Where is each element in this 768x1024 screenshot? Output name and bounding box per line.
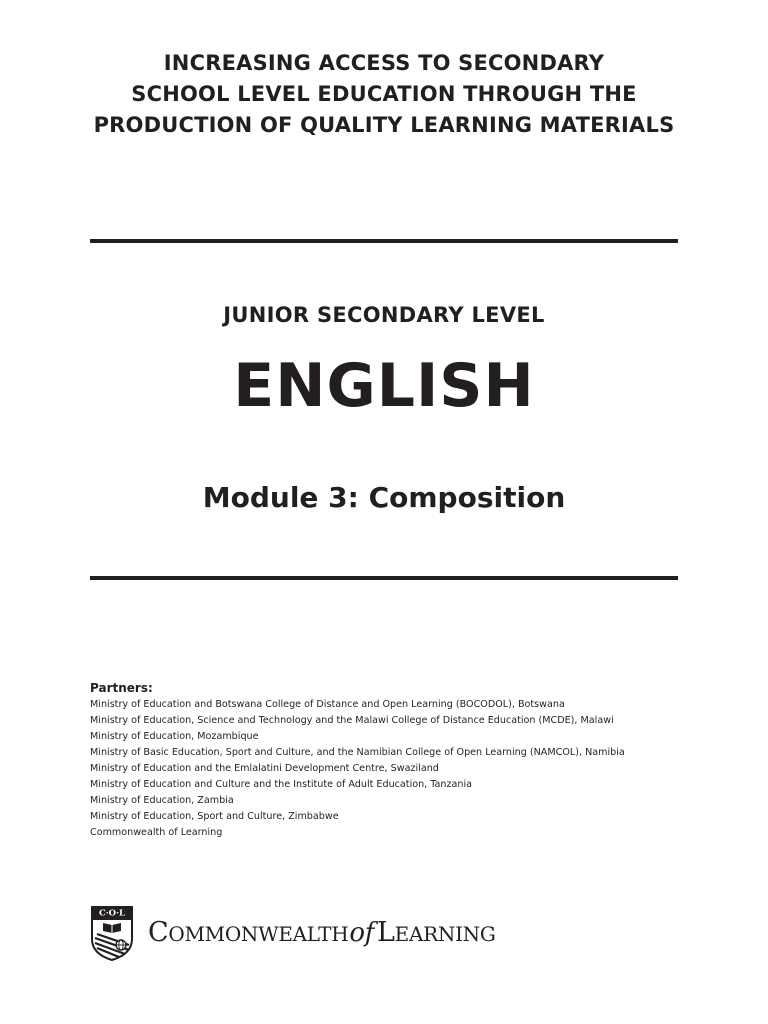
module-title: Module 3: Composition <box>202 481 566 514</box>
partner-item: Ministry of Education, Science and Technology and the Malawi College of Distance Education (MCDE), Malawi <box>90 715 614 726</box>
partners-section <box>90 681 730 841</box>
cover-title-line-3: PRODUCTION OF QUALITY LEARNING MATERIALS <box>93 113 675 137</box>
bottom-divider-rule <box>90 576 678 580</box>
partner-item: Ministry of Education, Mozambique <box>90 731 259 742</box>
cover-title-line-2: SCHOOL LEVEL EDUCATION THROUGH THE <box>131 82 637 106</box>
partner-item: Ministry of Education and Culture and the Institute of Adult Education, Tanzania <box>90 779 473 790</box>
cover-title-line-1: INCREASING ACCESS TO SECONDARY <box>163 51 605 75</box>
partner-item: Ministry of Education and Botswana College of Distance and Open Learning (BOCODOL), Botswana <box>90 699 565 710</box>
col-crest-letters: C·O·L <box>98 908 126 919</box>
col-wordmark: COMMONWEALTHof LEARNING <box>148 916 496 948</box>
col-crest-icon <box>90 905 134 961</box>
subject-title: ENGLISH <box>233 351 535 421</box>
cover-main-title <box>0 48 768 141</box>
partners-list <box>90 697 730 841</box>
top-divider-rule <box>90 239 678 243</box>
commonwealth-of-learning-logo <box>90 905 496 961</box>
partners-heading: Partners: <box>90 681 153 695</box>
partner-item: Commonwealth of Learning <box>90 827 223 838</box>
partner-item: Ministry of Education, Zambia <box>90 795 234 806</box>
education-level-heading: JUNIOR SECONDARY LEVEL <box>223 303 545 327</box>
partner-item: Ministry of Education and the Emlalatini Development Centre, Swaziland <box>90 763 439 774</box>
partner-item: Ministry of Basic Education, Sport and Culture, and the Namibian College of Open Learning (NAMCOL), Namibia <box>90 747 625 758</box>
partner-item: Ministry of Education, Sport and Culture, Zimbabwe <box>90 811 339 822</box>
